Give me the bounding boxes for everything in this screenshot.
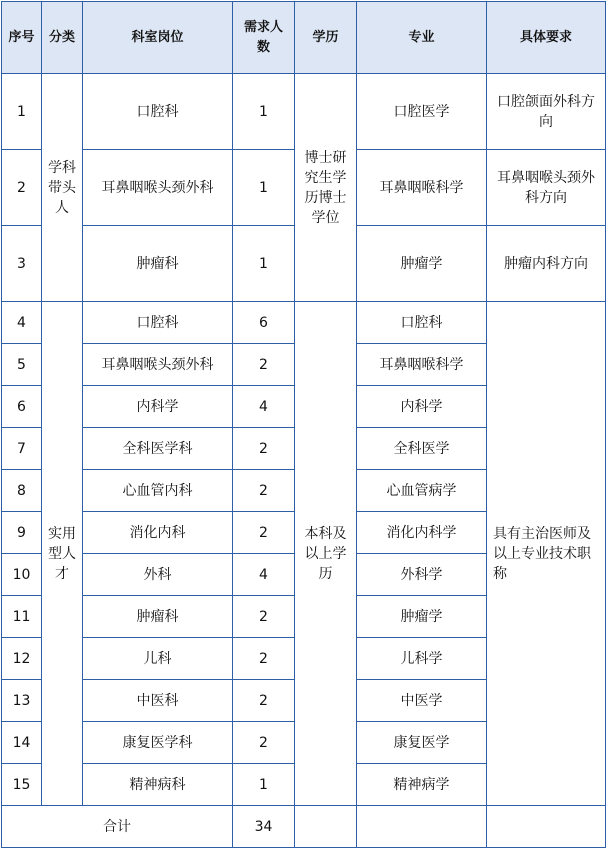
row-department: 肿瘤科 [83, 596, 233, 638]
row-count: 2 [233, 512, 295, 554]
header-requirement: 具体要求 [487, 2, 606, 74]
requirement-cell: 具有主治医师及以上专业技术职称 [487, 302, 606, 806]
row-department: 康复医学科 [83, 722, 233, 764]
row-index: 8 [2, 470, 42, 512]
header-count: 需求人数 [233, 2, 295, 74]
row-department: 外科 [83, 554, 233, 596]
row-index: 11 [2, 596, 42, 638]
row-count: 4 [233, 554, 295, 596]
row-index: 6 [2, 386, 42, 428]
row-major: 儿科学 [357, 638, 487, 680]
row-major: 全科医学 [357, 428, 487, 470]
row-major: 耳鼻咽喉科学 [357, 150, 487, 226]
education-cell: 博士研究生学历博士学位 [295, 74, 357, 302]
table-row [2, 74, 606, 150]
row-count: 2 [233, 596, 295, 638]
row-major: 口腔医学 [357, 74, 487, 150]
row-department: 耳鼻咽喉头颈外科 [83, 344, 233, 386]
row-count: 1 [233, 226, 295, 302]
row-index: 13 [2, 680, 42, 722]
row-count: 1 [233, 150, 295, 226]
table-row [2, 302, 606, 344]
total-count: 34 [233, 806, 295, 848]
row-department: 口腔科 [83, 302, 233, 344]
row-department: 肿瘤科 [83, 226, 233, 302]
row-major: 内科学 [357, 386, 487, 428]
recruitment-table [1, 1, 606, 848]
row-count: 4 [233, 386, 295, 428]
row-department: 全科医学科 [83, 428, 233, 470]
header-index: 序号 [2, 2, 42, 74]
row-requirement: 肿瘤内科方向 [487, 226, 606, 302]
row-department: 儿科 [83, 638, 233, 680]
total-label: 合计 [2, 806, 233, 848]
row-major: 心血管病学 [357, 470, 487, 512]
row-count: 2 [233, 344, 295, 386]
row-index: 14 [2, 722, 42, 764]
header-major: 专业 [357, 2, 487, 74]
row-count: 2 [233, 470, 295, 512]
row-count: 1 [233, 764, 295, 806]
row-major: 肿瘤学 [357, 596, 487, 638]
row-department: 内科学 [83, 386, 233, 428]
empty-cell [357, 806, 487, 848]
row-count: 2 [233, 428, 295, 470]
category-cell: 学科带头人 [42, 74, 83, 302]
row-index: 9 [2, 512, 42, 554]
row-department: 中医科 [83, 680, 233, 722]
header-department: 科室岗位 [83, 2, 233, 74]
row-major: 精神病学 [357, 764, 487, 806]
row-index: 1 [2, 74, 42, 150]
row-requirement: 口腔颌面外科方向 [487, 74, 606, 150]
row-department: 精神病科 [83, 764, 233, 806]
row-major: 口腔科 [357, 302, 487, 344]
row-index: 10 [2, 554, 42, 596]
row-index: 3 [2, 226, 42, 302]
header-row [2, 2, 606, 74]
row-count: 2 [233, 680, 295, 722]
row-major: 肿瘤学 [357, 226, 487, 302]
row-major: 康复医学 [357, 722, 487, 764]
row-index: 5 [2, 344, 42, 386]
header-education: 学历 [295, 2, 357, 74]
empty-cell [295, 806, 357, 848]
row-department: 口腔科 [83, 74, 233, 150]
row-major: 外科学 [357, 554, 487, 596]
row-count: 6 [233, 302, 295, 344]
row-department: 心血管内科 [83, 470, 233, 512]
total-row [2, 806, 606, 848]
row-index: 4 [2, 302, 42, 344]
row-index: 15 [2, 764, 42, 806]
row-index: 12 [2, 638, 42, 680]
row-department: 耳鼻咽喉头颈外科 [83, 150, 233, 226]
row-department: 消化内科 [83, 512, 233, 554]
education-cell: 本科及以上学历 [295, 302, 357, 806]
row-major: 消化内科学 [357, 512, 487, 554]
category-cell: 实用型人才 [42, 302, 83, 806]
row-index: 2 [2, 150, 42, 226]
row-index: 7 [2, 428, 42, 470]
header-category: 分类 [42, 2, 83, 74]
row-count: 1 [233, 74, 295, 150]
empty-cell [487, 806, 606, 848]
row-count: 2 [233, 638, 295, 680]
row-major: 耳鼻咽喉科学 [357, 344, 487, 386]
row-count: 2 [233, 722, 295, 764]
row-requirement: 耳鼻咽喉头颈外科方向 [487, 150, 606, 226]
row-major: 中医学 [357, 680, 487, 722]
